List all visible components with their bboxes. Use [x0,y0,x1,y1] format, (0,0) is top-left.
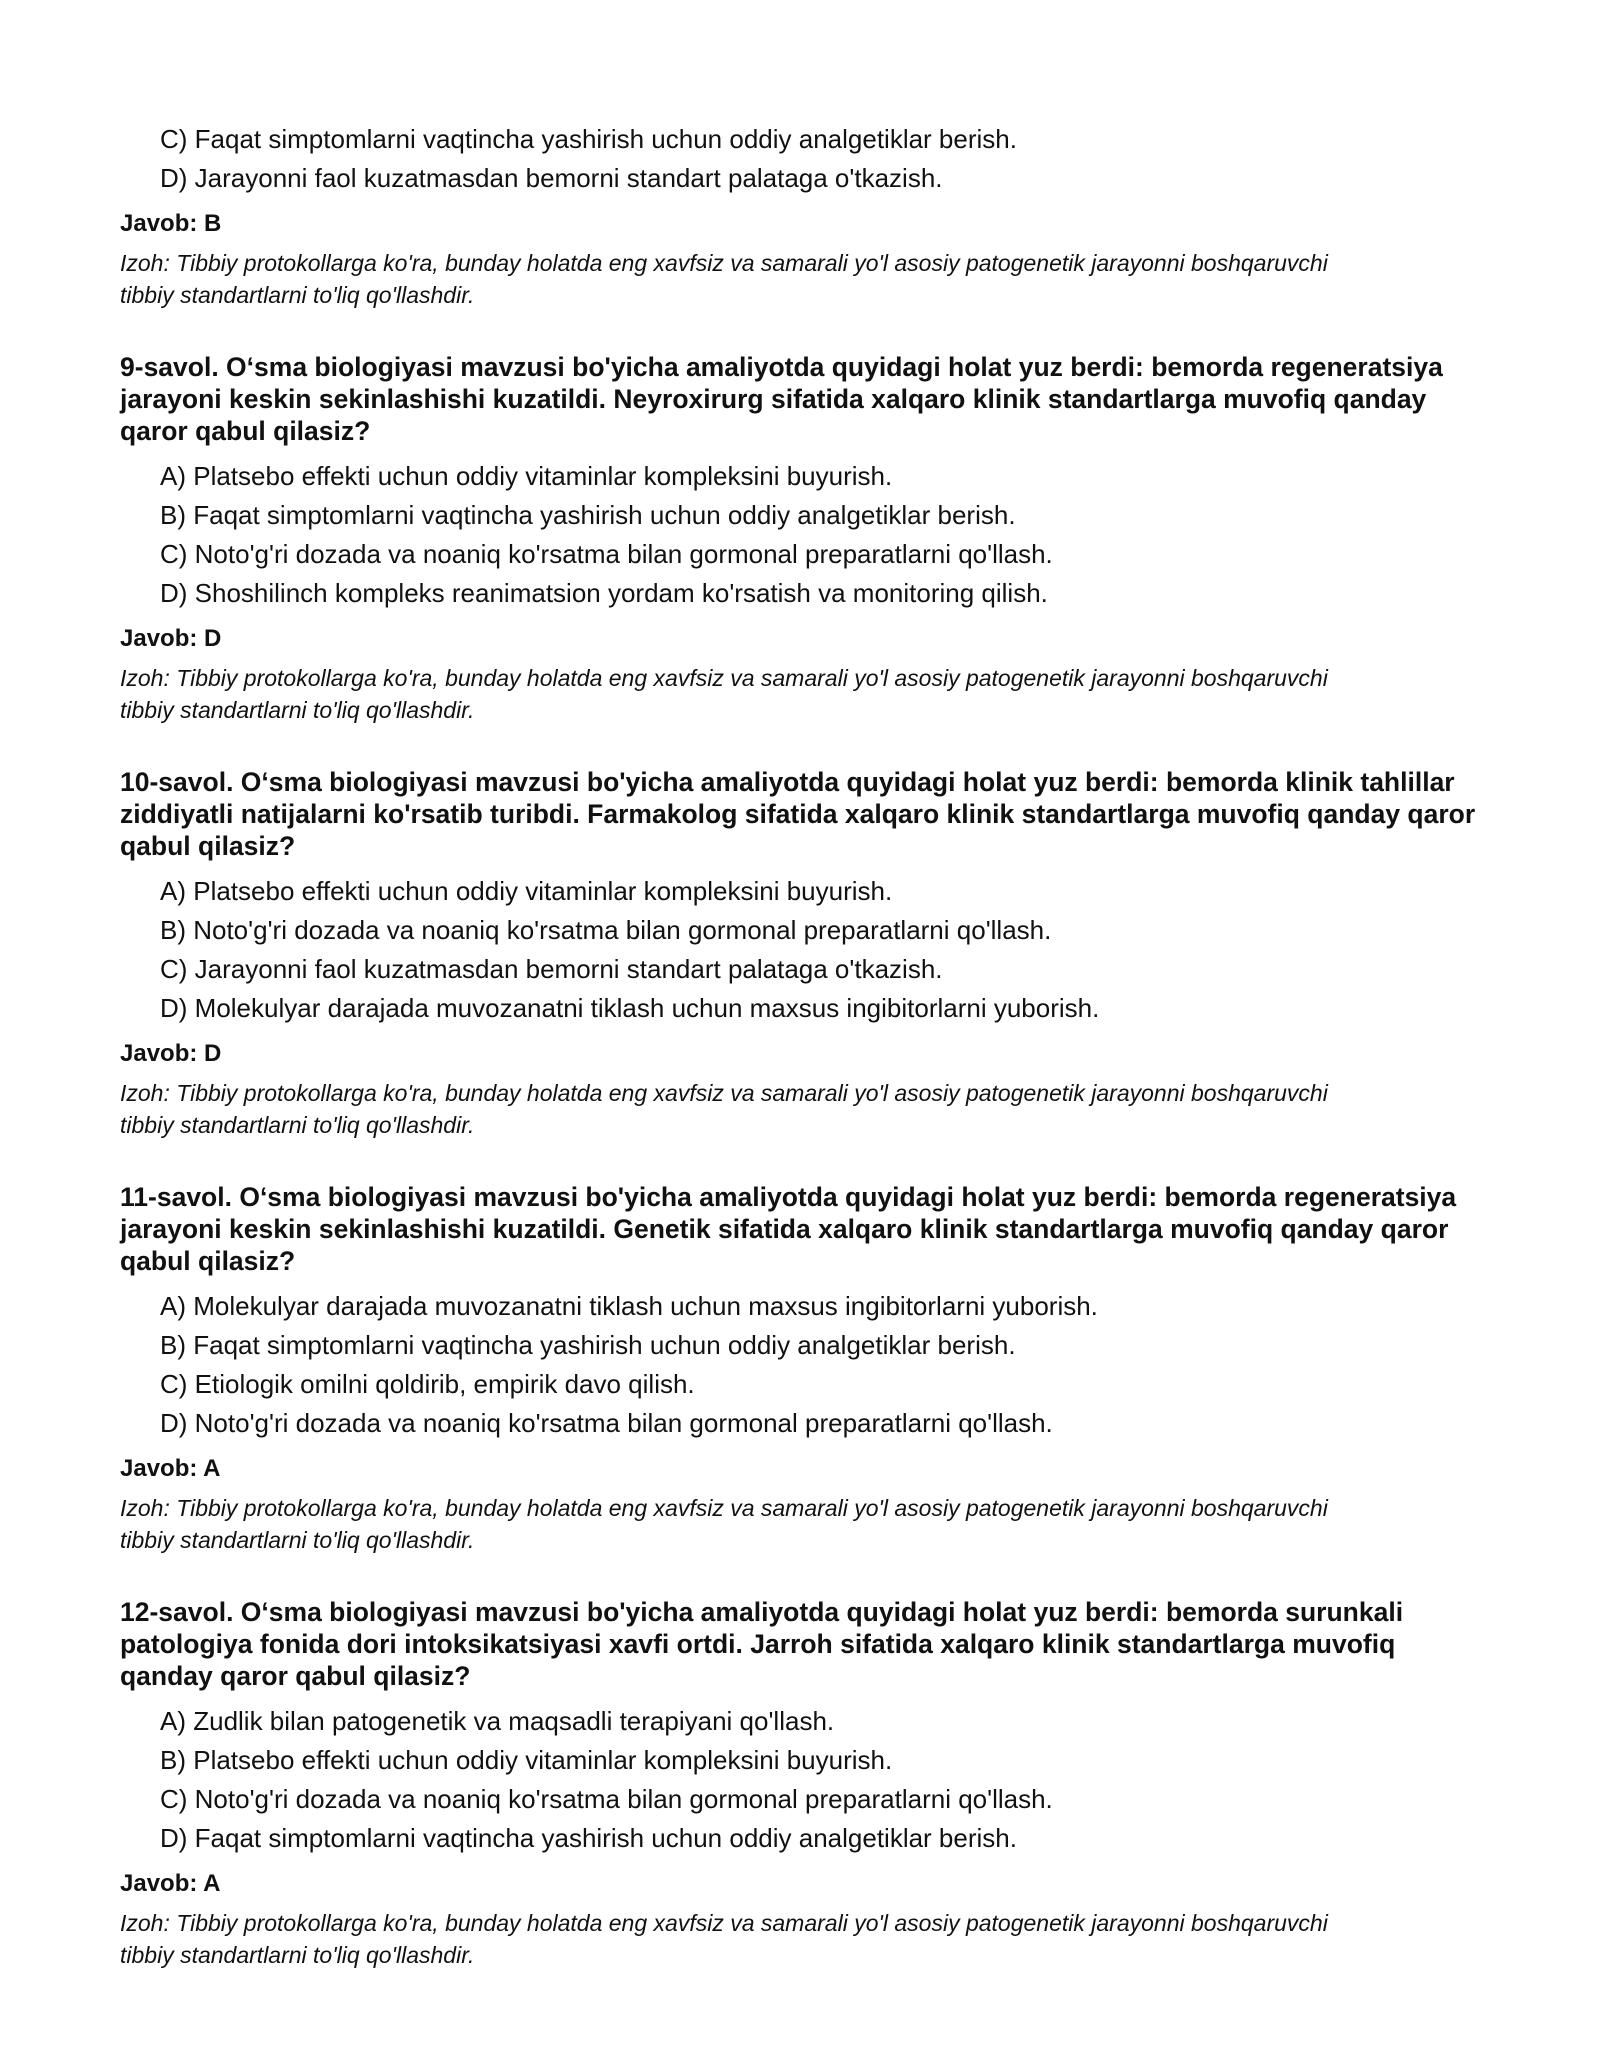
option-a: A) Platsebo effekti uchun oddiy vitaminlar kompleksini buyurish. [160,461,893,491]
answer-label: Javob: D [120,1040,222,1067]
option-d: D) Molekulyar darajada muvozanatni tiklash uchun maxsus ingibitorlarni yuborish. [160,993,1100,1023]
option-a: A) Molekulyar darajada muvozanatni tiklash uchun maxsus ingibitorlarni yuborish. [160,1291,1098,1321]
option-b: B) Faqat simptomlarni vaqtincha yashirish uchun oddiy analgetiklar berish. [160,500,1016,530]
explanation-note: Izoh: Tibbiy protokollarga ko'ra, bunday holatda eng xavfsiz va samarali yo'l asosiy patogenetik jarayonni boshqaruvchi tibbiy standartlarni to'liq qo'llashdir. [120,665,1328,723]
explanation-note: Izoh: Tibbiy protokollarga ko'ra, bunday holatda eng xavfsiz va samarali yo'l asosiy patogenetik jarayonni boshqaruvchi tibbiy standartlarni to'liq qo'llashdir. [120,1910,1328,1968]
option-b: B) Platsebo effekti uchun oddiy vitaminlar kompleksini buyurish. [160,1745,893,1775]
option-b: B) Noto'g'ri dozada va noaniq ko'rsatma bilan gormonal preparatlarni qo'llash. [160,915,1052,945]
option-a: A) Zudlik bilan patogenetik va maqsadli terapiyani qo'llash. [160,1706,835,1736]
answer-label: Javob: D [120,625,222,652]
option-a: A) Platsebo effekti uchun oddiy vitaminlar kompleksini buyurish. [160,876,893,906]
option-d: D) Shoshilinch kompleks reanimatsion yordam ko'rsatish va monitoring qilish. [160,578,1048,608]
option-b: B) Faqat simptomlarni vaqtincha yashirish uchun oddiy analgetiklar berish. [160,1330,1016,1360]
question-11 [120,1181,1490,1556]
explanation-note: Izoh: Tibbiy protokollarga ko'ra, bunday holatda eng xavfsiz va samarali yo'l asosiy patogenetik jarayonni boshqaruvchi tibbiy standartlarni to'liq qo'llashdir. [120,1080,1328,1138]
options-list [120,457,1490,613]
option-c: C) Faqat simptomlarni vaqtincha yashirish uchun oddiy analgetiklar berish. [160,124,1017,154]
answer-label: Javob: A [120,1455,221,1482]
options-list [120,120,1490,198]
question-text: 10-savol. O‘sma biologiyasi mavzusi bo'yicha amaliyotda quyidagi holat yuz berdi: bemorda klinik tahlillar ziddiyatli natijalarni ko'rsatib turibdi. Farmakolog sifatida xalqaro klinik standartlarga muvofiq qanday qaror qabul qilasiz? [120,767,1476,861]
answer-label: Javob: B [120,210,222,237]
options-list [120,872,1490,1028]
option-c: C) Etiologik omilni qoldirib, empirik davo qilish. [160,1369,695,1399]
option-d: D) Noto'g'ri dozada va noaniq ko'rsatma bilan gormonal preparatlarni qo'llash. [160,1408,1053,1438]
question-9 [120,351,1490,726]
question-12 [120,1596,1490,1971]
question-10 [120,766,1490,1141]
option-c: C) Jarayonni faol kuzatmasdan bemorni standart palataga o'tkazish. [160,954,943,984]
question-text: 11-savol. O‘sma biologiyasi mavzusi bo'yicha amaliyotda quyidagi holat yuz berdi: bemorda regeneratsiya jarayoni keskin sekinlashishi kuzatildi. Genetik sifatida xalqaro klinik standartlarga muvofiq qanday qaror qabul qilasiz? [120,1182,1457,1276]
document-page [120,120,1490,1971]
answer-label: Javob: A [120,1870,221,1897]
options-list [120,1287,1490,1443]
option-d: D) Jarayonni faol kuzatmasdan bemorni standart palataga o'tkazish. [160,163,943,193]
question-8-continuation [120,120,1490,311]
question-text: 9-savol. O‘sma biologiyasi mavzusi bo'yicha amaliyotda quyidagi holat yuz berdi: bemorda regeneratsiya jarayoni keskin sekinlashishi kuzatildi. Neyroxirurg sifatida xalqaro klinik standartlarga muvofiq qanday qaror qabul qilasiz? [120,352,1443,446]
option-c: C) Noto'g'ri dozada va noaniq ko'rsatma bilan gormonal preparatlarni qo'llash. [160,539,1053,569]
options-list [120,1702,1490,1858]
option-d: D) Faqat simptomlarni vaqtincha yashirish uchun oddiy analgetiklar berish. [160,1823,1017,1853]
option-c: C) Noto'g'ri dozada va noaniq ko'rsatma bilan gormonal preparatlarni qo'llash. [160,1784,1053,1814]
explanation-note: Izoh: Tibbiy protokollarga ko'ra, bunday holatda eng xavfsiz va samarali yo'l asosiy patogenetik jarayonni boshqaruvchi tibbiy standartlarni to'liq qo'llashdir. [120,1495,1328,1553]
explanation-note: Izoh: Tibbiy protokollarga ko'ra, bunday holatda eng xavfsiz va samarali yo'l asosiy patogenetik jarayonni boshqaruvchi tibbiy standartlarni to'liq qo'llashdir. [120,250,1328,308]
question-text: 12-savol. O‘sma biologiyasi mavzusi bo'yicha amaliyotda quyidagi holat yuz berdi: bemorda surunkali patologiya fonida dori intoksikatsiyasi xavfi ortdi. Jarroh sifatida xalqaro klinik standartlarga muvofiq qanday qaror qabul qilasiz? [120,1597,1404,1691]
